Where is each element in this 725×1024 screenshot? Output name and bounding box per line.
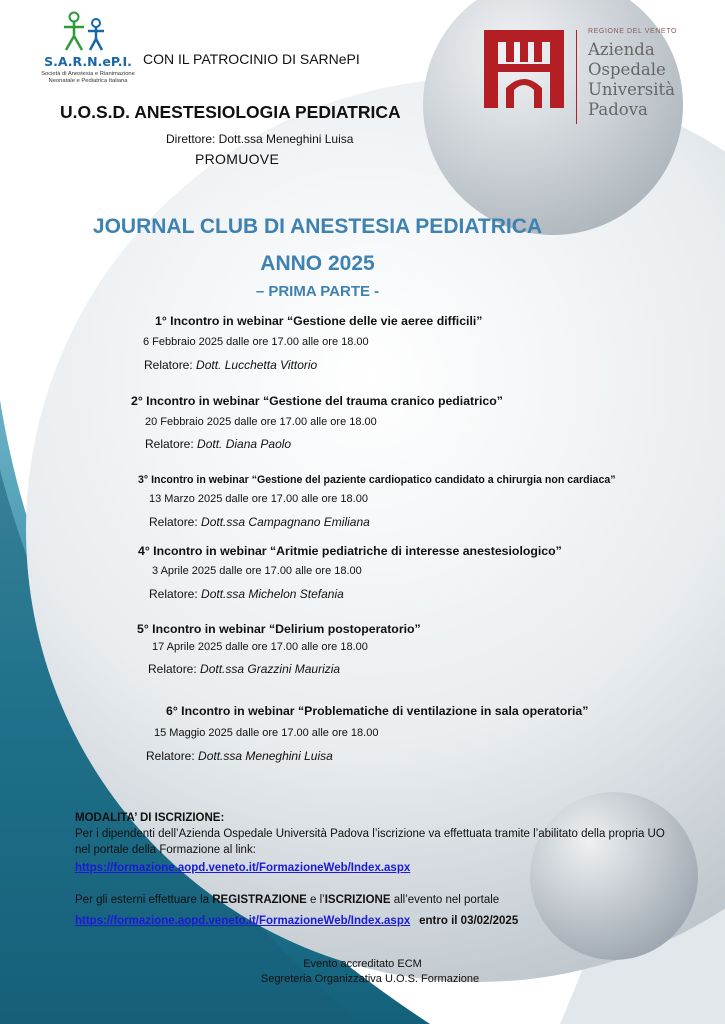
- hospital-name-line: Ospedale: [588, 60, 666, 79]
- session-speaker: [146, 749, 333, 763]
- logo-divider: [576, 30, 577, 124]
- session-title: 1° Incontro in webinar “Gestione delle vie aeree difficili”: [155, 314, 483, 328]
- text-fragment: Per gli esterni effettuare la: [75, 894, 213, 906]
- speaker-label: Relatore:: [149, 587, 198, 601]
- registration-keyword: REGISTRAZIONE: [212, 894, 307, 906]
- session-title: 4° Incontro in webinar “Aritmie pediatriche di interesse anestesiologico”: [138, 544, 562, 558]
- registration-internal-text: Per i dipendenti dell’Azienda Ospedale Università Padova l’iscrizione va effettuata tramite l’abilitato della propria UO nel portale della Formazione al link:: [75, 828, 665, 856]
- organizing-secretariat: Segreteria Organizzativa U.O.S. Formazione: [260, 973, 480, 985]
- registration-external-link-line: [75, 911, 518, 929]
- session-speaker: [148, 662, 340, 676]
- event-title: JOURNAL CLUB DI ANESTESIA PEDIATRICA: [92, 215, 543, 238]
- session-speaker: [149, 515, 370, 529]
- session-date: 15 Maggio 2025 dalle ore 17.00 alle ore 18.00: [154, 727, 379, 739]
- ecm-accreditation: Evento accreditato ECM: [303, 958, 422, 970]
- hospital-gate-logo-icon: [484, 30, 564, 108]
- hospital-name: [588, 40, 718, 120]
- sarnepi-logo: [38, 8, 138, 100]
- session-date: 3 Aprile 2025 dalle ore 17.00 alle ore 18.00: [152, 565, 362, 577]
- registration-heading: MODALITA’ DI ISCRIZIONE:: [75, 812, 225, 824]
- session-speaker: [144, 358, 317, 372]
- text-fragment: all’evento nel portale: [390, 894, 500, 906]
- speaker-name: Dott.ssa Michelon Stefania: [201, 587, 344, 601]
- speaker-name: Dott. Diana Paolo: [197, 437, 292, 451]
- sarnepi-name: S.A.R.N.eP.I.: [44, 54, 132, 69]
- patronage-text: CON IL PATROCINIO DI SARNePI: [143, 51, 360, 67]
- sarnepi-subtitle: Società di Anestesia e Rianimazione Neonatale e Pediatrica Italiana: [41, 71, 135, 84]
- director-line: Direttore: Dott.ssa Meneghini Luisa: [166, 132, 354, 146]
- speaker-name: Dott. Lucchetta Vittorio: [196, 358, 318, 372]
- department-title: U.O.S.D. ANESTESIOLOGIA PEDIATRICA: [60, 102, 401, 122]
- session-title: 3° Incontro in webinar “Gestione del paziente cardiopatico candidato a chirurgia non cardiaca”: [138, 474, 616, 486]
- region-label: REGIONE DEL VENETO: [588, 28, 677, 35]
- speaker-label: Relatore:: [149, 515, 198, 529]
- registration-link-external[interactable]: https://formazione.aopd.veneto.it/FormazioneWeb/Index.aspx: [75, 915, 411, 927]
- hospital-name-line: Padova: [588, 100, 648, 119]
- event-year: ANNO 2025: [260, 252, 375, 275]
- session-speaker: [149, 587, 344, 601]
- registration-link-internal[interactable]: https://formazione.aopd.veneto.it/FormazioneWeb/Index.aspx: [75, 862, 411, 874]
- hospital-name-line: Università: [588, 80, 675, 99]
- session-title: 6° Incontro in webinar “Problematiche di ventilazione in sala operatoria”: [166, 704, 589, 718]
- speaker-label: Relatore:: [145, 437, 194, 451]
- session-title: 2° Incontro in webinar “Gestione del trauma cranico pediatrico”: [131, 394, 503, 408]
- hospital-name-line: Azienda: [588, 40, 655, 59]
- enrollment-keyword: ISCRIZIONE: [324, 894, 391, 906]
- session-title: 5° Incontro in webinar “Delirium postoperatorio”: [137, 622, 421, 636]
- speaker-label: Relatore:: [148, 662, 197, 676]
- speaker-name: Dott.ssa Grazzini Maurizia: [200, 662, 341, 676]
- speaker-name: Dott.ssa Campagnano Emiliana: [201, 515, 370, 529]
- promotes-label: PROMUOVE: [195, 151, 280, 167]
- session-speaker: [145, 437, 291, 451]
- session-date: 13 Marzo 2025 dalle ore 17.00 alle ore 18.00: [149, 493, 368, 505]
- session-date: 17 Aprile 2025 dalle ore 17.00 alle ore 18.00: [152, 641, 368, 653]
- registration-external-text: [75, 894, 499, 906]
- speaker-name: Dott.ssa Meneghini Luisa: [198, 749, 333, 763]
- text-fragment: e l’: [306, 894, 325, 906]
- session-date: 20 Febbraio 2025 dalle ore 17.00 alle ore 18.00: [145, 416, 377, 428]
- children-figures-icon: [38, 8, 138, 58]
- speaker-label: Relatore:: [144, 358, 193, 372]
- registration-deadline: entro il 03/02/2025: [419, 915, 519, 927]
- speaker-label: Relatore:: [146, 749, 195, 763]
- event-part: – PRIMA PARTE -: [255, 283, 380, 300]
- session-date: 6 Febbraio 2025 dalle ore 17.00 alle ore 18.00: [143, 336, 369, 348]
